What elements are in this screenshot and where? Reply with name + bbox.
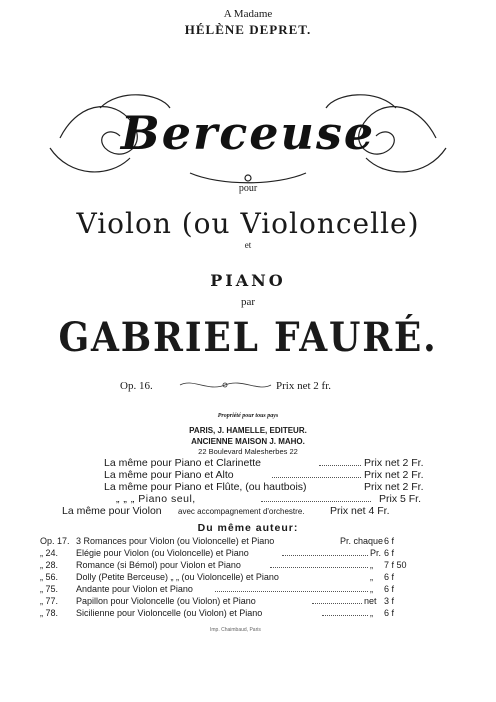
arrangement-price: Prix net 2 Fr. [364,481,424,493]
arrangement-price: Prix 5 Fr. [379,493,422,505]
work-row [40,608,440,620]
work-row [40,596,440,608]
arrangement-price: Prix net 4 Fr. [330,505,390,517]
rights-notice: Propriété pour tous pays [217,413,279,419]
work-qualifier: „ [370,584,373,594]
composer-name: GABRIEL FAURÉ. [58,314,438,361]
arrangement-label: La même pour Piano et Flûte, (ou hautbois) [104,481,307,493]
work-qualifier: „ [370,572,373,582]
arrangement-price: Prix net 2 Fr. [364,457,424,469]
arrangement-label: La même pour Piano et Clarinette [104,457,262,469]
work-qualifier: Pr. [370,548,382,558]
work-qualifier: net [364,596,377,606]
publisher-former: ANCIENNE MAISON J. MAHO. [191,437,305,446]
arrangement-label: La même pour Violon [62,505,162,517]
opus-number: Op. 16. [120,380,153,392]
work-price: 3 f [384,596,395,606]
arrangement-label: „ „ „ Piano seul, [116,493,196,505]
work-opus: Op. 17. [40,536,70,546]
dot-leader [261,501,371,502]
dedicatee-name: HÉLÈNE DEPRET. [184,22,312,37]
dot-leader [322,615,368,616]
work-price: 6 f [384,536,395,546]
same-author-heading: Du même auteur: [197,522,299,534]
work-price: 6 f [384,548,395,558]
pour-label: pour [238,183,258,194]
work-row [40,560,440,572]
work-title: Sicilienne pour Violoncelle (ou Violon) et Piano [76,608,263,618]
work-qualifier: „ [370,560,373,570]
work-title: 3 Romances pour Violon (ou Violoncelle) et Piano [76,536,275,546]
work-row [40,584,440,596]
divider-ornament [178,378,273,392]
main-price: Prix net 2 fr. [276,380,331,392]
work-opus: „ 75. [40,584,59,594]
title-berceuse: Berceuse [120,106,376,160]
dot-leader [215,591,368,592]
dot-leader [270,567,368,568]
instrumentation-title: Violon (ou Violoncelle) [76,207,420,240]
arrangement-label: La même pour Piano et Alto [104,469,234,481]
et-label: et [244,240,252,250]
arrangement-note: avec accompagnement d'orchestre. [178,507,305,516]
dedication-line: A Madame [223,8,273,20]
work-qualifier: Pr. chaque [340,536,384,546]
arrangement-price: Prix net 2 Fr. [364,469,424,481]
work-row [40,536,440,548]
dot-leader [282,555,368,556]
dot-leader [272,477,361,478]
work-title: Andante pour Violon et Piano [76,584,193,594]
work-title: Romance (si Bémol) pour Violon et Piano [76,560,241,570]
work-title: Papillon pour Violoncelle (ou Violon) et Piano [76,596,256,606]
work-opus: „ 77. [40,596,59,606]
work-title: Elégie pour Violon (ou Violoncelle) et Piano [76,548,249,558]
publisher-name: PARIS, J. HAMELLE, EDITEUR. [189,426,307,435]
work-price: 6 f [384,572,395,582]
work-price: 6 f [384,608,395,618]
work-opus: „ 78. [40,608,59,618]
work-opus: „ 24. [40,548,59,558]
par-label: par [240,296,256,308]
work-price: 6 f [384,584,395,594]
work-opus: „ 56. [40,572,59,582]
dot-leader [312,603,362,604]
publisher-address: 22 Boulevard Malesherbes 22 [198,447,298,456]
work-price: 7 f 50 [384,560,407,570]
work-row [40,572,440,584]
printer-imprint: Imp. Chaimbaud, Paris [210,627,261,633]
dot-leader [319,465,361,466]
arrangement-row [62,505,434,518]
work-row [40,548,440,560]
work-title: Dolly (Petite Berceuse) „ „ (ou Violoncelle) et Piano [76,572,279,582]
piano-title: PIANO [210,271,286,290]
work-qualifier: „ [370,608,373,618]
work-opus: „ 28. [40,560,59,570]
